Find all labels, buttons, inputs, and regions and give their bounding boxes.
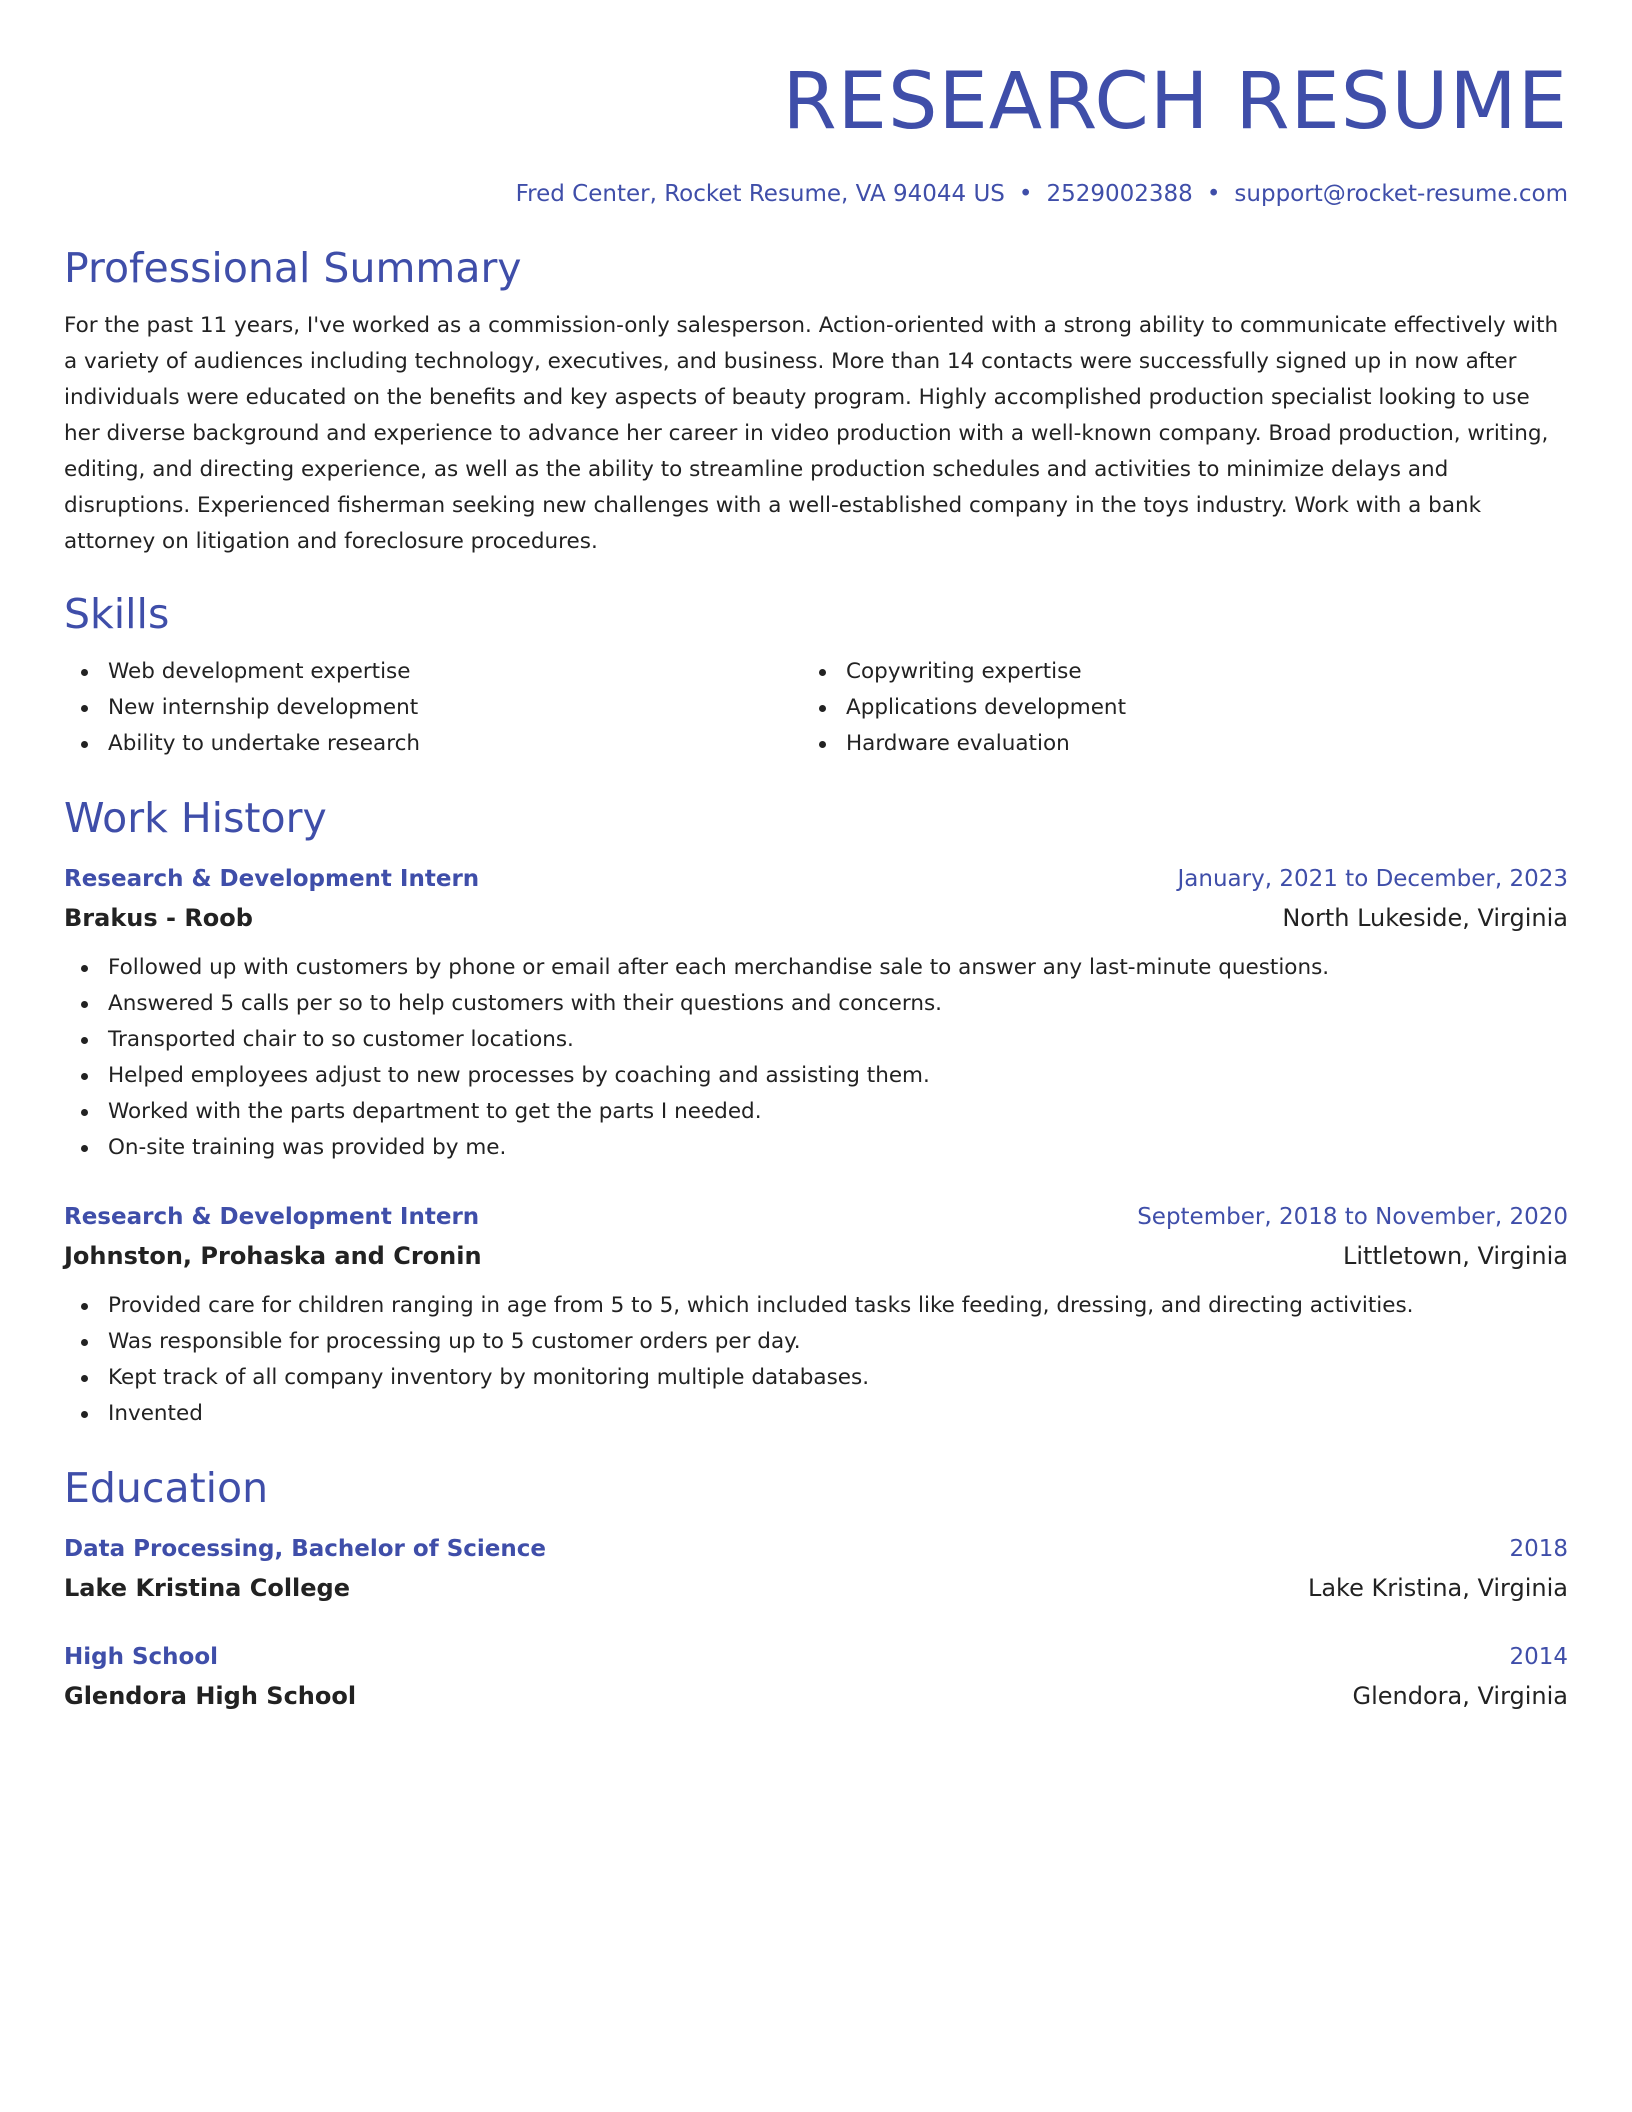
job-bullet: Invented — [64, 1396, 1568, 1432]
job-bullet: Transported chair to so customer locations. — [64, 1022, 1568, 1058]
education-degree: High School — [64, 1644, 219, 1670]
education-entry — [64, 1640, 1568, 1714]
job-entry — [64, 862, 1568, 1166]
job-title: Research & Development Intern — [64, 1204, 480, 1230]
section-title-skills: Skills — [64, 590, 170, 638]
job-bullet: Helped employees adjust to new processes by coaching and assisting them. — [64, 1058, 1568, 1094]
job-header-row — [64, 1200, 1568, 1234]
contact-address: Fred Center, Rocket Resume, VA 94044 US — [515, 181, 1005, 207]
job-company-row — [64, 1238, 1568, 1274]
skill-item: Hardware evaluation — [802, 726, 1540, 762]
job-bullet: On-site training was provided by me. — [64, 1130, 1568, 1166]
education-school-row — [64, 1570, 1568, 1606]
education-location: Lake Kristina, Virginia — [1307, 1574, 1568, 1602]
job-bullet: Worked with the parts department to get the parts I needed. — [64, 1094, 1568, 1130]
job-bullets — [64, 1288, 1568, 1432]
education-year: 2014 — [1509, 1644, 1568, 1670]
job-bullet: Was responsible for processing up to 5 customer orders per day. — [64, 1324, 1568, 1360]
job-location: North Lukeside, Virginia — [1282, 904, 1568, 932]
job-dates: September, 2018 to November, 2020 — [1137, 1204, 1568, 1230]
job-bullets — [64, 950, 1568, 1166]
education-school: Glendora High School — [64, 1682, 357, 1710]
section-title-summary: Professional Summary — [64, 244, 522, 292]
contact-phone: 2529002388 — [1046, 181, 1193, 207]
contact-separator: • — [1018, 181, 1033, 207]
job-bullet: Followed up with customers by phone or email after each merchandise sale to answer any last-minute questions. — [64, 950, 1568, 986]
job-title: Research & Development Intern — [64, 866, 480, 892]
resume-header — [64, 56, 1568, 210]
job-dates: January, 2021 to December, 2023 — [1177, 866, 1568, 892]
section-title-education: Education — [64, 1464, 269, 1512]
job-company: Johnston, Prohaska and Cronin — [64, 1242, 482, 1270]
education-header-row — [64, 1640, 1568, 1674]
education-degree: Data Processing, Bachelor of Science — [64, 1536, 547, 1562]
contact-email: support@rocket-resume.com — [1234, 181, 1568, 207]
education-header-row — [64, 1532, 1568, 1566]
skill-item: Web development expertise — [64, 654, 802, 690]
skill-item: Copywriting expertise — [802, 654, 1540, 690]
job-bullet: Provided care for children ranging in age from 5 to 5, which included tasks like feeding, dressing, and directing activities. — [64, 1288, 1568, 1324]
summary-text: For the past 11 years, I've worked as a commission-only salesperson. Action-oriented with a strong ability to communicate effectively with a variety of audiences including technology, executives, and business. More than 14 contacts were successfully signed up in now after individuals were educated on the benefits and key aspects of beauty program. Highly accomplished production specialist looking to use her diverse background and experience to advance her career in video production with a well-known company. Broad production, writing, editing, and directing experience, as well as the ability to streamline production schedules and activities to minimize delays and disruptions. Experienced fisherman seeking new challenges with a well-established company in the toys industry. Work with a bank attorney on litigation and foreclosure procedures. — [64, 313, 1559, 554]
skill-item: Ability to undertake research — [64, 726, 802, 762]
education-school-row — [64, 1678, 1568, 1714]
job-location: Littletown, Virginia — [1343, 1242, 1568, 1270]
job-bullet: Answered 5 calls per so to help customers with their questions and concerns. — [64, 986, 1568, 1022]
skills-list — [64, 654, 1568, 762]
resume-title: RESEARCH RESUME — [782, 57, 1568, 147]
skills-column-right — [802, 654, 1540, 762]
skill-item: New internship development — [64, 690, 802, 726]
contact-line — [64, 178, 1568, 210]
job-company-row — [64, 900, 1568, 936]
education-school: Lake Kristina College — [64, 1574, 351, 1602]
skill-item: Applications development — [802, 690, 1540, 726]
education-entry — [64, 1532, 1568, 1606]
contact-separator: • — [1206, 181, 1221, 207]
education-location: Glendora, Virginia — [1352, 1682, 1568, 1710]
job-company: Brakus - Roob — [64, 904, 253, 932]
job-bullet: Kept track of all company inventory by monitoring multiple databases. — [64, 1360, 1568, 1396]
job-header-row — [64, 862, 1568, 896]
section-title-work-history: Work History — [64, 794, 327, 842]
skills-column-left — [64, 654, 802, 762]
job-entry — [64, 1200, 1568, 1432]
education-year: 2018 — [1509, 1536, 1568, 1562]
